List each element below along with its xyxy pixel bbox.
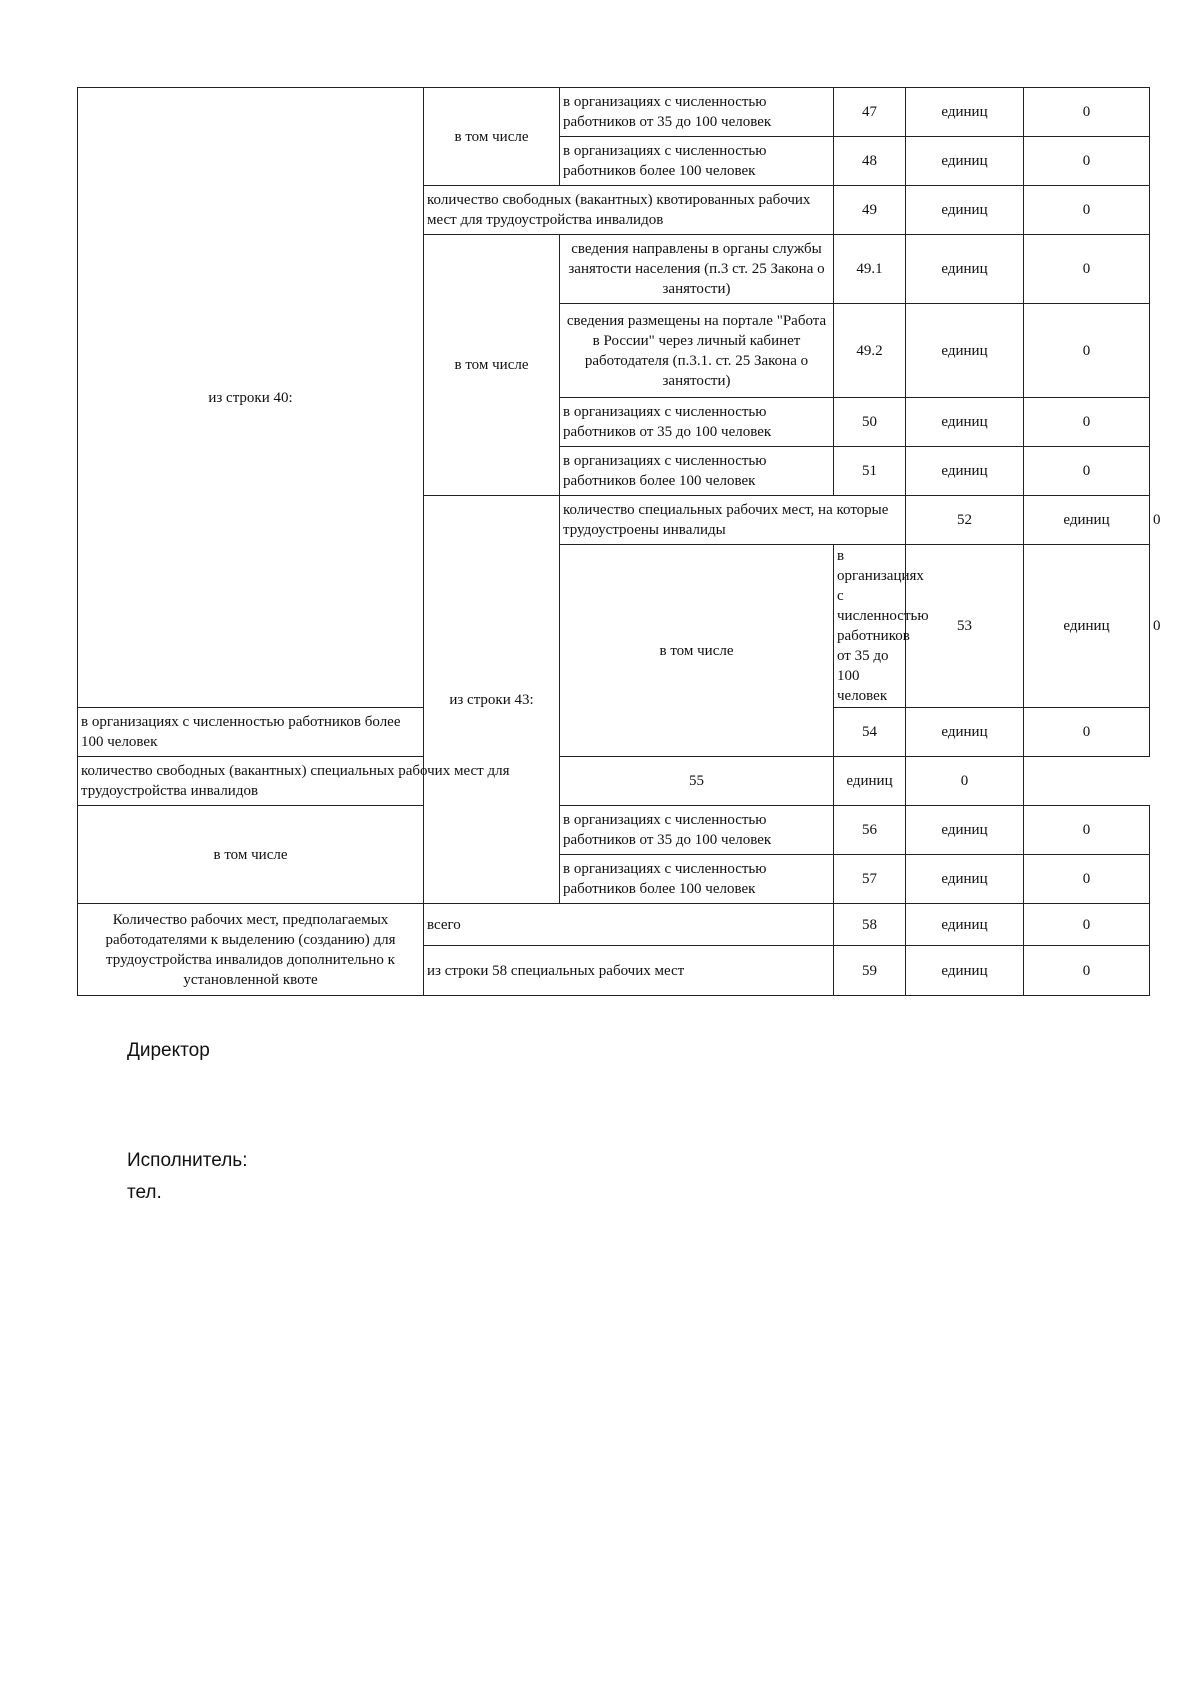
row-value: 0 <box>1024 708 1150 757</box>
row-value: 0 <box>1024 855 1150 904</box>
row-description: из строки 58 специальных рабочих мест <box>424 946 834 996</box>
table-row: из строки 43: количество специальных рабочих мест, на которые трудоустроены инвалиды 52 единиц 0 <box>78 496 1150 545</box>
row-description: сведения размещены на портале "Работа в России" через личный кабинет работодателя (п.3.1. ст. 25 Закона о занятости) <box>560 304 834 398</box>
row-unit: единиц <box>906 186 1024 235</box>
row-unit: единиц <box>906 235 1024 304</box>
row-value: 0 <box>1024 235 1150 304</box>
row-description: в организациях с численностью работников от 35 до 100 человек <box>560 398 834 447</box>
row-number: 56 <box>834 806 906 855</box>
row-value: 0 <box>1024 137 1150 186</box>
row-number: 53 <box>906 545 1024 708</box>
row-unit: единиц <box>906 946 1024 996</box>
row-value: 0 <box>1024 447 1150 496</box>
row-description: всего <box>424 904 834 946</box>
row-unit: единиц <box>906 708 1024 757</box>
row-number: 48 <box>834 137 906 186</box>
row-unit: единиц <box>906 904 1024 946</box>
table-row <box>78 904 1150 946</box>
sub-label: в том числе <box>424 235 560 496</box>
row-unit: единиц <box>906 137 1024 186</box>
row-value: 0 <box>1024 186 1150 235</box>
row-unit: единиц <box>906 88 1024 137</box>
row-number: 59 <box>834 946 906 996</box>
sub-label: в том числе <box>424 88 560 186</box>
row-value: 0 <box>1024 398 1150 447</box>
row-value: 0 <box>1024 88 1150 137</box>
row-unit: единиц <box>1024 545 1150 708</box>
executor-label: Исполнитель: <box>127 1150 248 1171</box>
sub-label: в том числе <box>78 806 424 904</box>
row-value: 0 <box>1024 946 1150 996</box>
row-value: 0 <box>1024 304 1150 398</box>
row-number: 50 <box>834 398 906 447</box>
phone-label: тел. <box>127 1182 162 1203</box>
row-number: 55 <box>560 757 834 806</box>
row-unit: единиц <box>906 806 1024 855</box>
row-value: 0 <box>906 757 1024 806</box>
row-unit: единиц <box>834 757 906 806</box>
row-description: в организациях с численностью работников от 35 до 100 человек <box>834 545 906 708</box>
row-description: в организациях с численностью работников от 35 до 100 человек <box>560 88 834 137</box>
group-label-row-40: из строки 40: <box>78 88 424 708</box>
row-description: в организациях с численностью работников более 100 человек <box>560 137 834 186</box>
row-number: 49.2 <box>834 304 906 398</box>
row-value: 0 <box>1024 904 1150 946</box>
row-unit: единиц <box>906 398 1024 447</box>
row-number: 58 <box>834 904 906 946</box>
row-unit: единиц <box>906 855 1024 904</box>
row-number: 47 <box>834 88 906 137</box>
row-number: 52 <box>906 496 1024 545</box>
table-row <box>78 806 1150 855</box>
report-table <box>77 87 1161 996</box>
row-description: в организациях с численностью работников более 100 человек <box>78 708 424 757</box>
row-number: 49.1 <box>834 235 906 304</box>
row-number: 57 <box>834 855 906 904</box>
row-description: в организациях с численностью работников от 35 до 100 человек <box>560 806 834 855</box>
group-label-additional-workplaces: Количество рабочих мест, предполагаемых работодателями к выделению (созданию) для трудоустройства инвалидов дополнительно к установленной квоте <box>78 904 424 996</box>
table-row: в том числе в организациях с численностью работников от 35 до 100 человек 53 единиц 0 <box>78 545 1150 708</box>
sub-label: в том числе <box>560 545 834 757</box>
row-description: количество свободных (вакантных) квотированных рабочих мест для трудоустройства инвалидов <box>424 186 834 235</box>
row-number: 49 <box>834 186 906 235</box>
table-row <box>78 88 1150 137</box>
row-description: в организациях с численностью работников более 100 человек <box>560 855 834 904</box>
group-label-row-43: из строки 43: <box>424 496 560 904</box>
row-unit: единиц <box>906 447 1024 496</box>
row-description: сведения направлены в органы службы занятости населения (п.3 ст. 25 Закона о занятости) <box>560 235 834 304</box>
row-description: в организациях с численностью работников более 100 человек <box>560 447 834 496</box>
table-row <box>78 757 1150 806</box>
row-number: 51 <box>834 447 906 496</box>
row-number: 54 <box>834 708 906 757</box>
row-unit: единиц <box>1024 496 1150 545</box>
row-unit: единиц <box>906 304 1024 398</box>
row-description: количество специальных рабочих мест, на которые трудоустроены инвалиды <box>560 496 906 545</box>
row-value: 0 <box>1024 806 1150 855</box>
row-description: количество свободных (вакантных) специальных рабочих мест для трудоустройства инвалидов <box>78 757 560 806</box>
director-label: Директор <box>127 1040 210 1061</box>
